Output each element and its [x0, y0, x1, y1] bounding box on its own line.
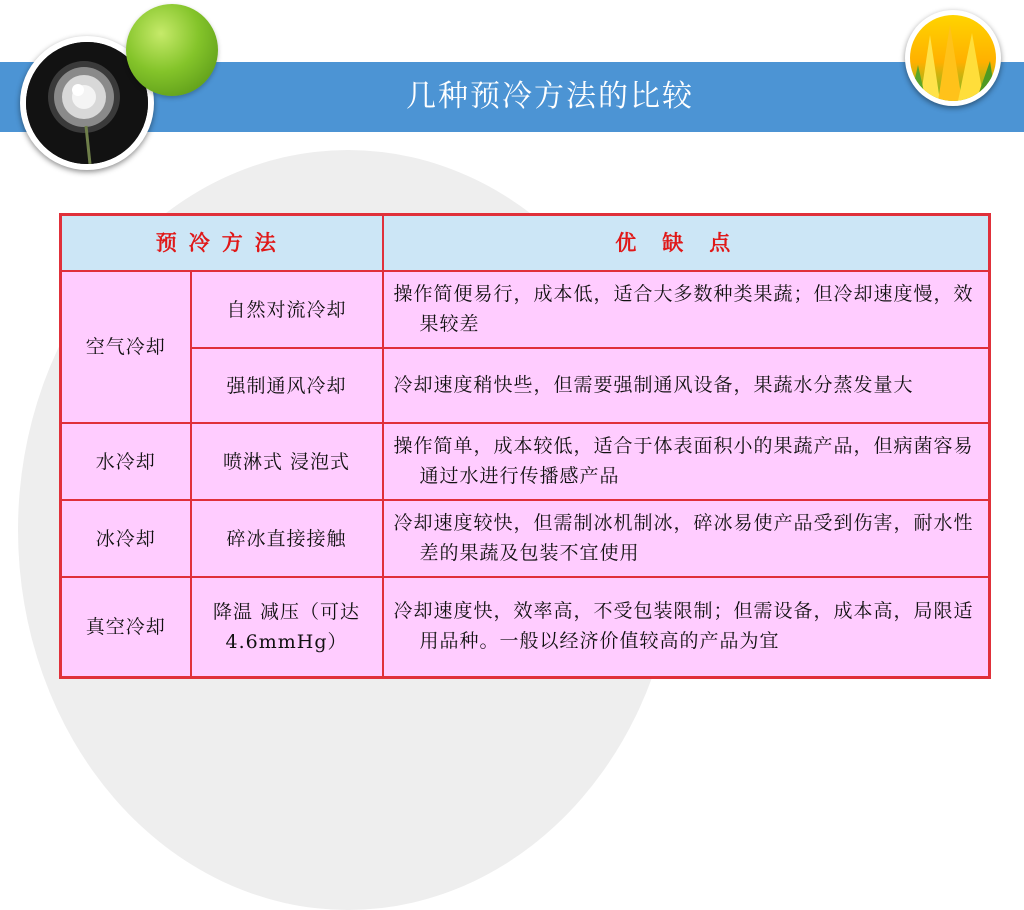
- description-cell: 冷却速度快，效率高，不受包装限制；但需设备，成本高，局限适用品种。一般以经济价值较高的产品为宜: [383, 577, 990, 677]
- tulip-icon: [910, 15, 996, 101]
- category-cell: 空气冷却: [61, 271, 191, 423]
- method-cell: 喷淋式 浸泡式: [191, 423, 383, 500]
- tulip-photo: [905, 10, 1001, 106]
- green-ball: [126, 4, 218, 96]
- description-cell: 冷却速度稍快些，但需要强制通风设备，果蔬水分蒸发量大: [383, 348, 990, 423]
- table-row: [61, 348, 990, 423]
- table-row: [61, 423, 990, 500]
- slide-title: 几种预冷方法的比较: [406, 79, 694, 114]
- table-row: [61, 577, 990, 677]
- description-cell: 操作简便易行，成本低，适合大多数种类果蔬；但冷却速度慢，效果较差: [383, 271, 990, 348]
- category-cell: 水冷却: [61, 423, 191, 500]
- method-cell: 降温 减压（可达4.6mmHg）: [191, 577, 383, 677]
- comparison-table: [59, 213, 991, 679]
- header-method: 预冷方法: [61, 215, 383, 272]
- header-pros-cons: 优缺点: [383, 215, 990, 272]
- table-row: [61, 500, 990, 577]
- description-cell: 冷却速度较快，但需制冰机制冰，碎冰易使产品受到伤害，耐水性差的果蔬及包装不宜使用: [383, 500, 990, 577]
- category-cell: 真空冷却: [61, 577, 191, 677]
- table-row: [61, 271, 990, 348]
- method-cell: 强制通风冷却: [191, 348, 383, 423]
- table-header-row: [61, 215, 990, 272]
- description-cell: 操作简单，成本较低，适合于体表面积小的果蔬产品，但病菌容易通过水进行传播感产品: [383, 423, 990, 500]
- method-cell: 碎冰直接接触: [191, 500, 383, 577]
- method-cell: 自然对流冷却: [191, 271, 383, 348]
- category-cell: 冰冷却: [61, 500, 191, 577]
